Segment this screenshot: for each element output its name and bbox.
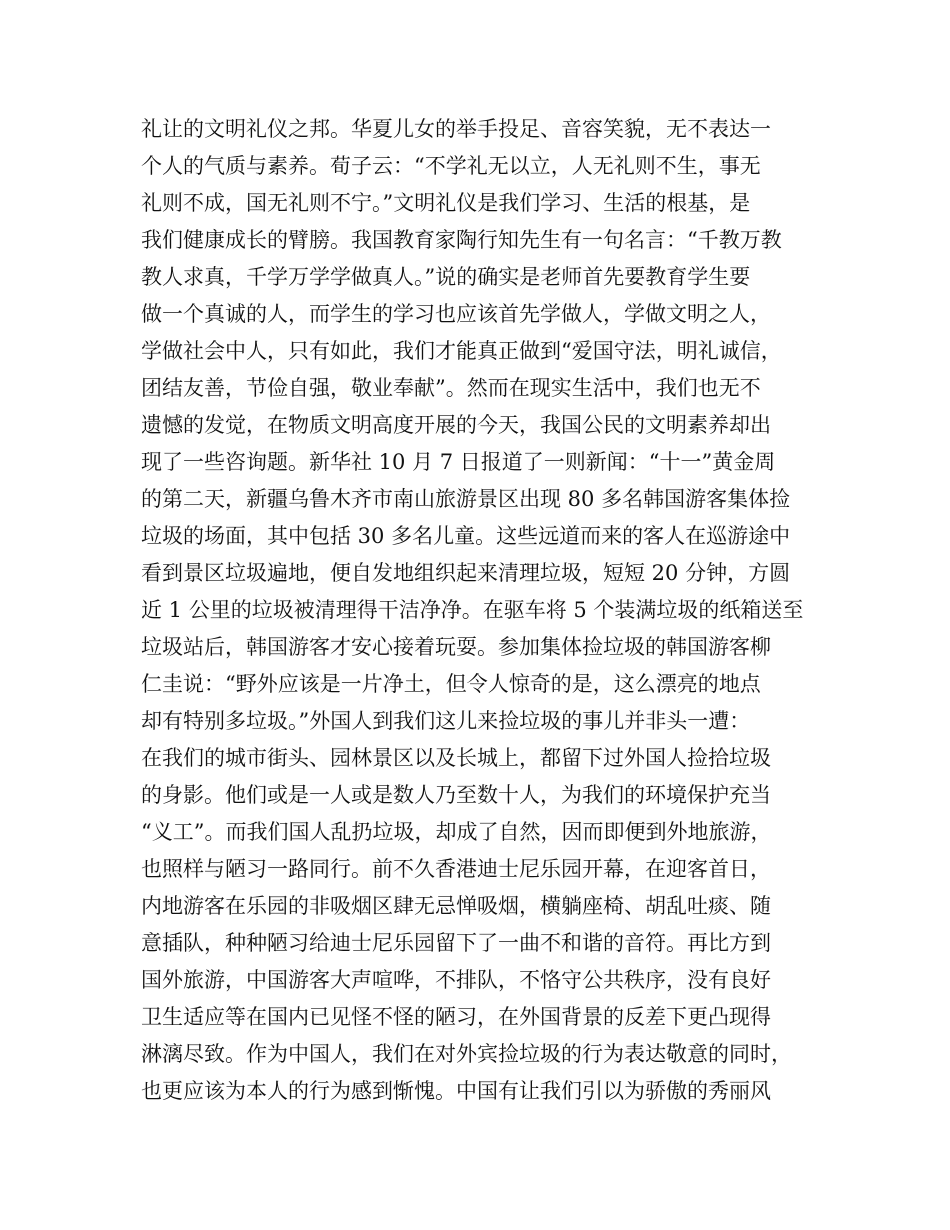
text-line: 意插队，种种陋习给迪士尼乐园留下了一曲不和谐的音符。再比方到 (141, 931, 771, 955)
text-line: 礼则不成，国无礼则不宁。”文明礼仪是我们学习、生活的根基，是 (141, 191, 751, 215)
body-text (141, 111, 831, 1110)
text-line: 现了一些咨询题。新华社 10 月 7 日报道了一则新闻：“十一”黄金周 (141, 450, 776, 474)
text-line: 个人的气质与素养。荀子云：“不学礼无以立，人无礼则不生，事无 (141, 154, 761, 178)
text-line: 也更应该为本人的行为感到惭愧。中国有让我们引以为骄傲的秀丽风 (141, 1079, 771, 1103)
text-line: 垃圾站后，韩国游客才安心接着玩耍。参加集体捡垃圾的韩国游客柳 (141, 635, 771, 659)
text-line: 礼让的文明礼仪之邦。华夏儿女的举手投足、音容笑貌，无不表达一 (141, 117, 771, 141)
text-line: 教人求真，千学万学学做真人。”说的确实是老师首先要教育学生要 (141, 265, 751, 289)
text-line: 的身影。他们或是一人或是数人乃至数十人，为我们的环境保护充当 (141, 783, 771, 807)
text-line: 遗憾的发觉，在物质文明高度开展的今天，我国公民的文明素养却出 (141, 413, 771, 437)
text-line: 看到景区垃圾遍地，便自发地组织起来清理垃圾，短短 20 分钟，方圆 (141, 561, 791, 585)
text-line: 在我们的城市街头、园林景区以及长城上，都留下过外国人捡拾垃圾 (141, 746, 771, 770)
text-line: 卫生适应等在国内已见怪不怪的陋习，在外国背景的反差下更凸现得 (141, 1005, 771, 1029)
text-line: 团结友善，节俭自强，敬业奉献”。然而在现实生活中，我们也无不 (141, 376, 761, 400)
text-line: 学做社会中人，只有如此，我们才能真正做到“爱国守法，明礼诚信， (141, 339, 782, 363)
text-line: 的第二天，新疆乌鲁木齐市南山旅游景区出现 80 多名韩国游客集体捡 (141, 487, 791, 511)
text-line: 却有特别多垃圾。”外国人到我们这儿来捡垃圾的事儿并非头一遭： (141, 709, 751, 733)
text-line: 做一个真诚的人，而学生的学习也应该首先学做人，学做文明之人， (141, 302, 771, 326)
text-line: 仁圭说：“野外应该是一片净土，但令人惊奇的是，这么漂亮的地点 (141, 672, 761, 696)
text-line: 淋漓尽致。作为中国人，我们在对外宾捡垃圾的行为表达敬意的同时， (141, 1042, 792, 1066)
text-line: 我们健康成长的臂膀。我国教育家陶行知先生有一句名言：“千教万教 (141, 228, 782, 252)
text-line: 垃圾的场面，其中包括 30 多名儿童。这些远道而来的客人在巡游途中 (141, 524, 791, 548)
text-line: “义工”。而我们国人乱扔垃圾，却成了自然，因而即便到外地旅游， (141, 820, 772, 844)
text-line: 近 1 公里的垃圾被清理得干洁净净。在驱车将 5 个装满垃圾的纸箱送至 (141, 598, 804, 622)
text-line: 国外旅游，中国游客大声喧哗，不排队，不恪守公共秩序，没有良好 (141, 968, 771, 992)
text-line: 也照样与陋习一路同行。前不久香港迪士尼乐园开幕，在迎客首日， (141, 857, 771, 881)
text-line: 内地游客在乐园的非吸烟区肆无忌惮吸烟，横躺座椅、胡乱吐痰、随 (141, 894, 771, 918)
